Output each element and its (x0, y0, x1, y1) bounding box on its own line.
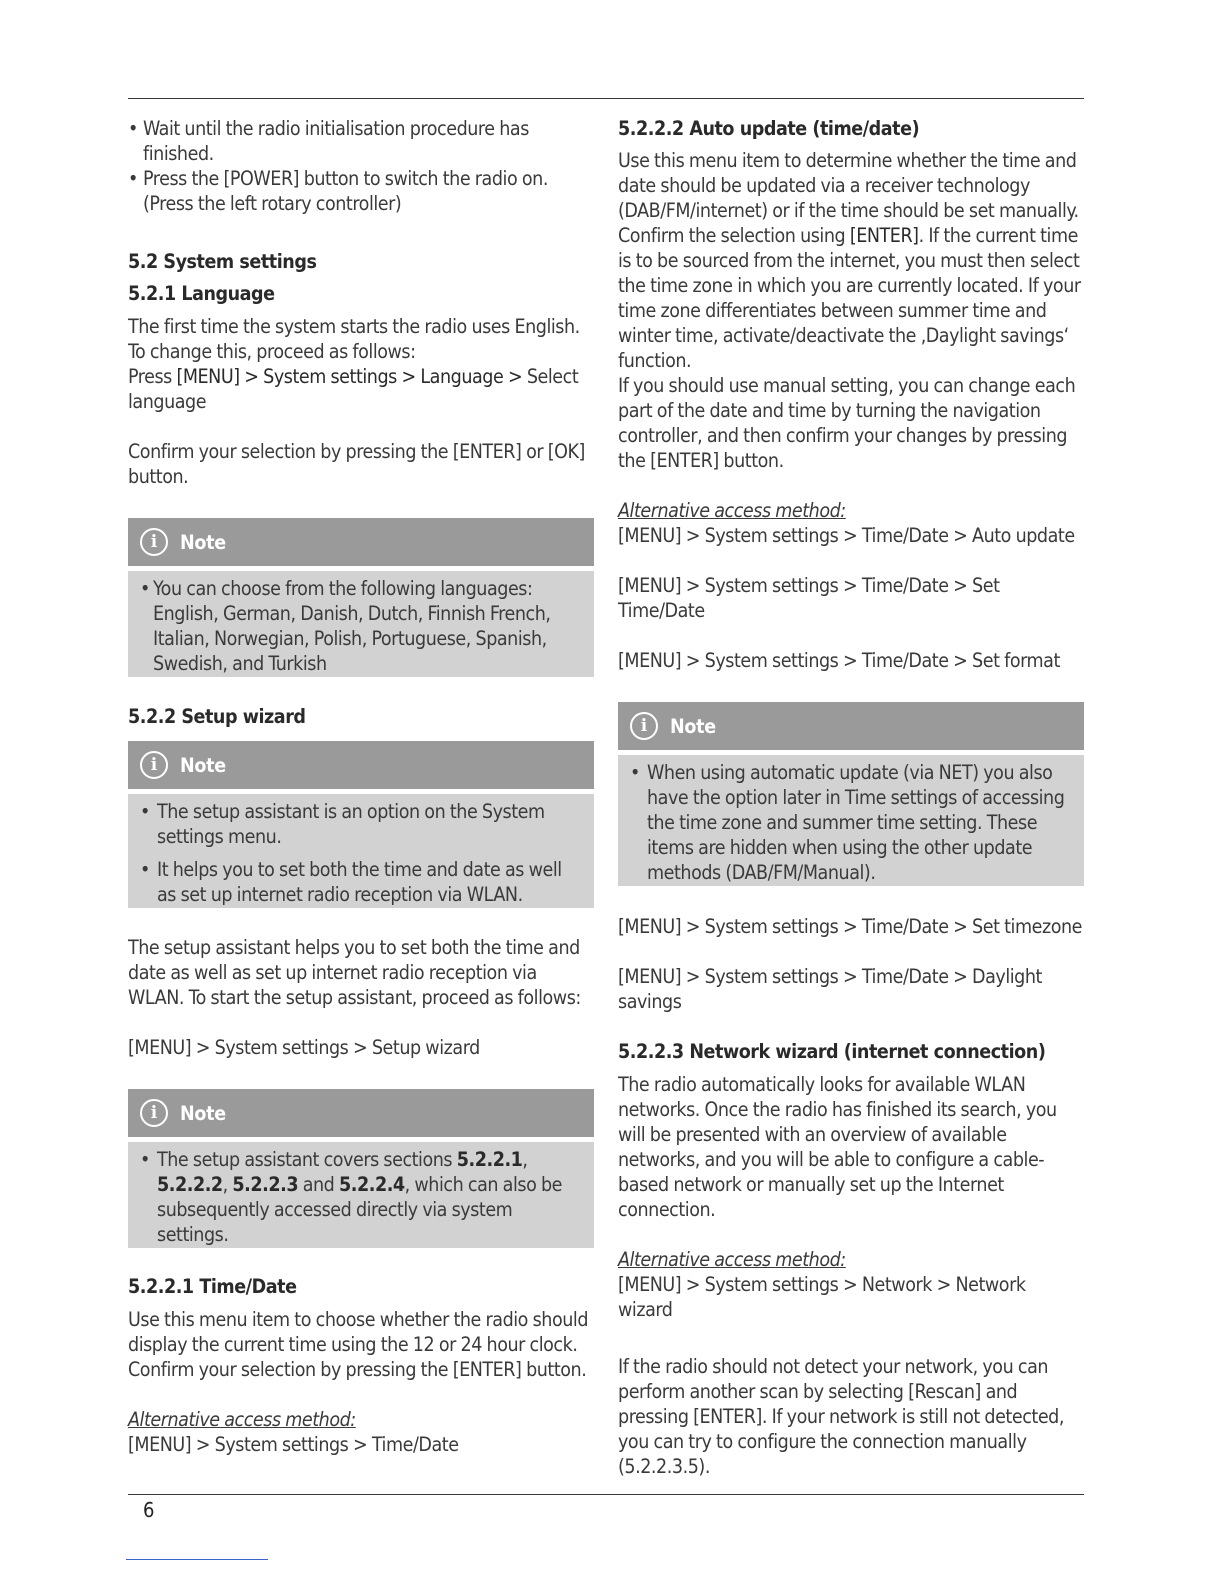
path-auto-update: [MENU] > System settings > Time/Date > Auto update (618, 524, 1075, 547)
info-icon: i (140, 1099, 168, 1127)
path-set-timezone: [MENU] > System settings > Time/Date > Set timezone (618, 915, 1083, 938)
alt-access-label: Alternative access method: (128, 1408, 356, 1431)
header-rule (128, 98, 1084, 99)
note-body (618, 755, 1084, 886)
note-body (128, 794, 594, 908)
time-date-paragraph: Use this menu item to choose whether the radio should display the current time using the 12 or 24 hour clock. Confirm your selection by pressing the [ENTER] button. (128, 1308, 589, 1381)
path-daylight-savings: [MENU] > System settings > Time/Date > Daylight savings (618, 965, 1042, 1013)
heading-setup-wizard: 5.2.2 Setup wizard (128, 705, 306, 728)
heading-system-settings: 5.2 System settings (128, 250, 317, 273)
alt-access-label: Alternative access method: (618, 1248, 846, 1271)
note-item: • You can choose from the following languages: English, German, Danish, Dutch, Finnish French, Italian, Norwegian, Polish, Portuguese, Spanish, Swedish, and Turkish (138, 576, 584, 676)
note-header (128, 1089, 594, 1137)
note-setup-assistant (128, 741, 594, 908)
bullet-wait: • Wait until the radio initialisation procedure has finished. (128, 116, 594, 166)
footer-rule (128, 1494, 1084, 1495)
path-set-time-date: [MENU] > System settings > Time/Date > Set Time/Date (618, 574, 1000, 622)
note-item: • When using automatic update (via NET) you also have the option later in Time settings of accessing the time zone and summer time setting. These items are hidden when using the other update methods (DAB/FM/Manual). (628, 760, 1074, 885)
note-item: • The setup assistant is an option on the System settings menu. (138, 799, 584, 849)
wizard-path: [MENU] > System settings > Setup wizard (128, 1036, 480, 1059)
info-icon: i (140, 751, 168, 779)
language-path: Press [MENU] > System settings > Language > Select language (128, 365, 579, 413)
heading-time-date: 5.2.2.1 Time/Date (128, 1275, 297, 1298)
note-header (128, 741, 594, 789)
note-header (128, 518, 594, 566)
rescan-paragraph: If the radio should not detect your network, you can perform another scan by selecting [Rescan] and pressing [ENTER]. If your network is still not detected, you can try to configure the connection manually (5.2.2.3.5). (618, 1355, 1064, 1478)
note-label: Note (670, 714, 716, 738)
note-sections (128, 1089, 594, 1248)
note-item: • It helps you to set both the time and date as well as set up internet radio reception via WLAN. (138, 857, 584, 907)
note-body (128, 571, 594, 677)
language-menu-path: [MENU] > System settings > Language > (176, 365, 523, 388)
info-icon: i (630, 712, 658, 740)
bullet-power: • Press the [POWER] button to switch the radio on. (Press the left rotary controller) (128, 166, 594, 216)
note-automatic-update (618, 702, 1084, 886)
language-intro: The first time the system starts the radio uses English. To change this, proceed as follows: (128, 315, 580, 363)
note-label: Note (180, 530, 226, 554)
wizard-paragraph: The setup assistant helps you to set both the time and date as well as set up internet radio reception via WLAN. To start the setup assistant, proceed as follows: (128, 936, 581, 1009)
note-label: Note (180, 753, 226, 777)
note-languages (128, 518, 594, 677)
language-confirm: Confirm your selection by pressing the [ENTER] or [OK] button. (128, 440, 585, 488)
note-body (128, 1142, 594, 1248)
auto-update-paragraph: Use this menu item to determine whether the time and date should be updated via a receiver technology (DAB/FM/internet) or if the time should be set manually. Confirm the selection using [ENTER]. If the current time is to be sourced from the internet, you must then select the time zone in which you are currently located. If your time zone differentiates between summer time and winter time, activate/deactivate the ‚Daylight savings‘ function. (618, 149, 1081, 372)
heading-auto-update: 5.2.2.2 Auto update (time/date) (618, 117, 920, 140)
info-icon: i (140, 528, 168, 556)
manual-setting-paragraph: If you should use manual setting, you can change each part of the date and time by turning the navigation controller, and then confirm your changes by pressing the [ENTER] button. (618, 374, 1076, 472)
path-set-format: [MENU] > System settings > Time/Date > Set format (618, 649, 1060, 672)
alt-access-label: Alternative access method: (618, 499, 846, 522)
heading-language: 5.2.1 Language (128, 282, 275, 305)
note-label: Note (180, 1101, 226, 1125)
right-column (618, 116, 1084, 1479)
note-header (618, 702, 1084, 750)
path-network-wizard: [MENU] > System settings > Network > Network wizard (618, 1273, 1026, 1321)
page-number: 6 (143, 1498, 155, 1522)
heading-network-wizard: 5.2.2.3 Network wizard (internet connection) (618, 1040, 1046, 1063)
note-item: • The setup assistant covers sections 5.2.2.1, 5.2.2.2, 5.2.2.3 and 5.2.2.4, which can also be subsequently accessed directly via system settings. (138, 1147, 584, 1247)
footer-link-line (126, 1559, 268, 1560)
network-paragraph: The radio automatically looks for available WLAN networks. Once the radio has finished its search, you will be presented with an overview of available networks, and you will be able to configure a cable-based network or manually set up the Internet connection. (618, 1073, 1057, 1221)
left-column (128, 116, 594, 1457)
time-date-path: [MENU] > System settings > Time/Date (128, 1433, 459, 1456)
